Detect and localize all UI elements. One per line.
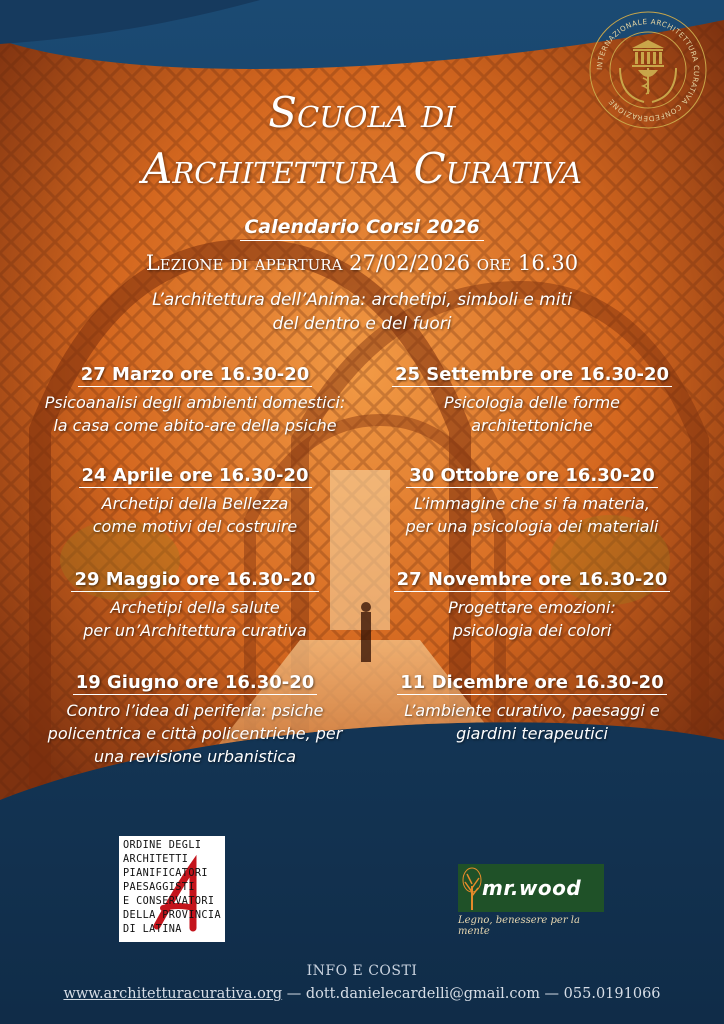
course-description: Psicologia delle forme architettoniche xyxy=(444,393,620,435)
course-date: 24 Aprile ore 16.30-20 xyxy=(79,465,312,488)
opening-topic-line-2: del dentro e del fuori xyxy=(272,314,452,334)
calendar-label: Calendario Corsi 2026 xyxy=(240,216,483,241)
course-march xyxy=(20,364,370,437)
course-date: 19 Giugno ore 16.30-20 xyxy=(73,672,318,695)
email-link[interactable]: dott.danielecardelli@gmail.com xyxy=(305,986,540,1002)
course-may xyxy=(20,569,370,642)
course-description: Contro l’idea di periferia: psiche policentrica e città policentriche, per una revisione urbanistica xyxy=(47,701,343,766)
course-april xyxy=(20,465,370,538)
ordine-line: ORDINE DEGLI xyxy=(123,840,202,851)
info-costi-heading: INFO E COSTI xyxy=(306,963,418,979)
course-description: L’immagine che si fa materia, per una psicologia dei materiali xyxy=(405,494,659,536)
ordine-line: PIANIFICATORI xyxy=(123,868,208,879)
mr-wood-tagline: Legno, benessere per la mente xyxy=(458,915,580,937)
course-date: 25 Settembre ore 16.30-20 xyxy=(392,364,672,387)
course-november xyxy=(357,569,707,642)
course-date: 29 Maggio ore 16.30-20 xyxy=(71,569,318,592)
course-description: L’ambiente curativo, paesaggi e giardini terapeutici xyxy=(404,701,660,743)
contacts-line xyxy=(0,986,724,1002)
tree-icon xyxy=(461,866,483,910)
title-line-1: Scuola di xyxy=(268,88,456,137)
course-date: 30 Ottobre ore 16.30-20 xyxy=(406,465,658,488)
course-october xyxy=(357,465,707,538)
course-december xyxy=(357,672,707,745)
ordine-line: PAESAGGISTI xyxy=(123,882,195,893)
mr-wood-logo xyxy=(458,864,604,912)
title-line-2: Architettura Curativa xyxy=(142,144,582,193)
course-date: 11 Dicembre ore 16.30-20 xyxy=(397,672,666,695)
course-description: Progettare emozioni: psicologia dei colori xyxy=(448,598,616,640)
mr-wood-brand: mr.wood xyxy=(482,876,582,900)
website-link[interactable]: www.architetturacurativa.org xyxy=(63,986,283,1002)
separator: — xyxy=(539,986,564,1002)
course-description: Archetipi della Bellezza come motivi del costruire xyxy=(92,494,298,536)
ordine-line: DELLA PROVINCIA xyxy=(123,910,222,921)
ordine-architetti-logo xyxy=(119,836,225,942)
course-date: 27 Marzo ore 16.30-20 xyxy=(78,364,313,387)
ordine-line: ARCHITETTI xyxy=(123,854,189,865)
opening-lecture: Lezione di apertura 27/02/2026 ore 16.30 xyxy=(145,251,579,275)
svg-text:INTERNAZIONALE ARCHITETTURA CU: INTERNAZIONALE ARCHITETTURA CURATIVA CONFEDERAZIONE xyxy=(594,16,702,124)
course-date: 27 Novembre ore 16.30-20 xyxy=(394,569,671,592)
ordine-line: DI LATINA xyxy=(123,924,182,935)
course-description: Archetipi della salute per un’Architettura curativa xyxy=(83,598,307,640)
course-description: Psicoanalisi degli ambienti domestici: la casa come abito-are della psiche xyxy=(44,393,346,435)
phone-number[interactable]: 055.0191066 xyxy=(563,986,661,1002)
ordine-line: E CONSERVATORI xyxy=(123,896,215,907)
opening-topic-line-1: L’architettura dell’Anima: archetipi, simboli e miti xyxy=(152,290,572,310)
course-september xyxy=(357,364,707,437)
separator: — xyxy=(282,986,306,1002)
calendar-heading xyxy=(0,216,724,238)
course-june xyxy=(20,672,370,768)
